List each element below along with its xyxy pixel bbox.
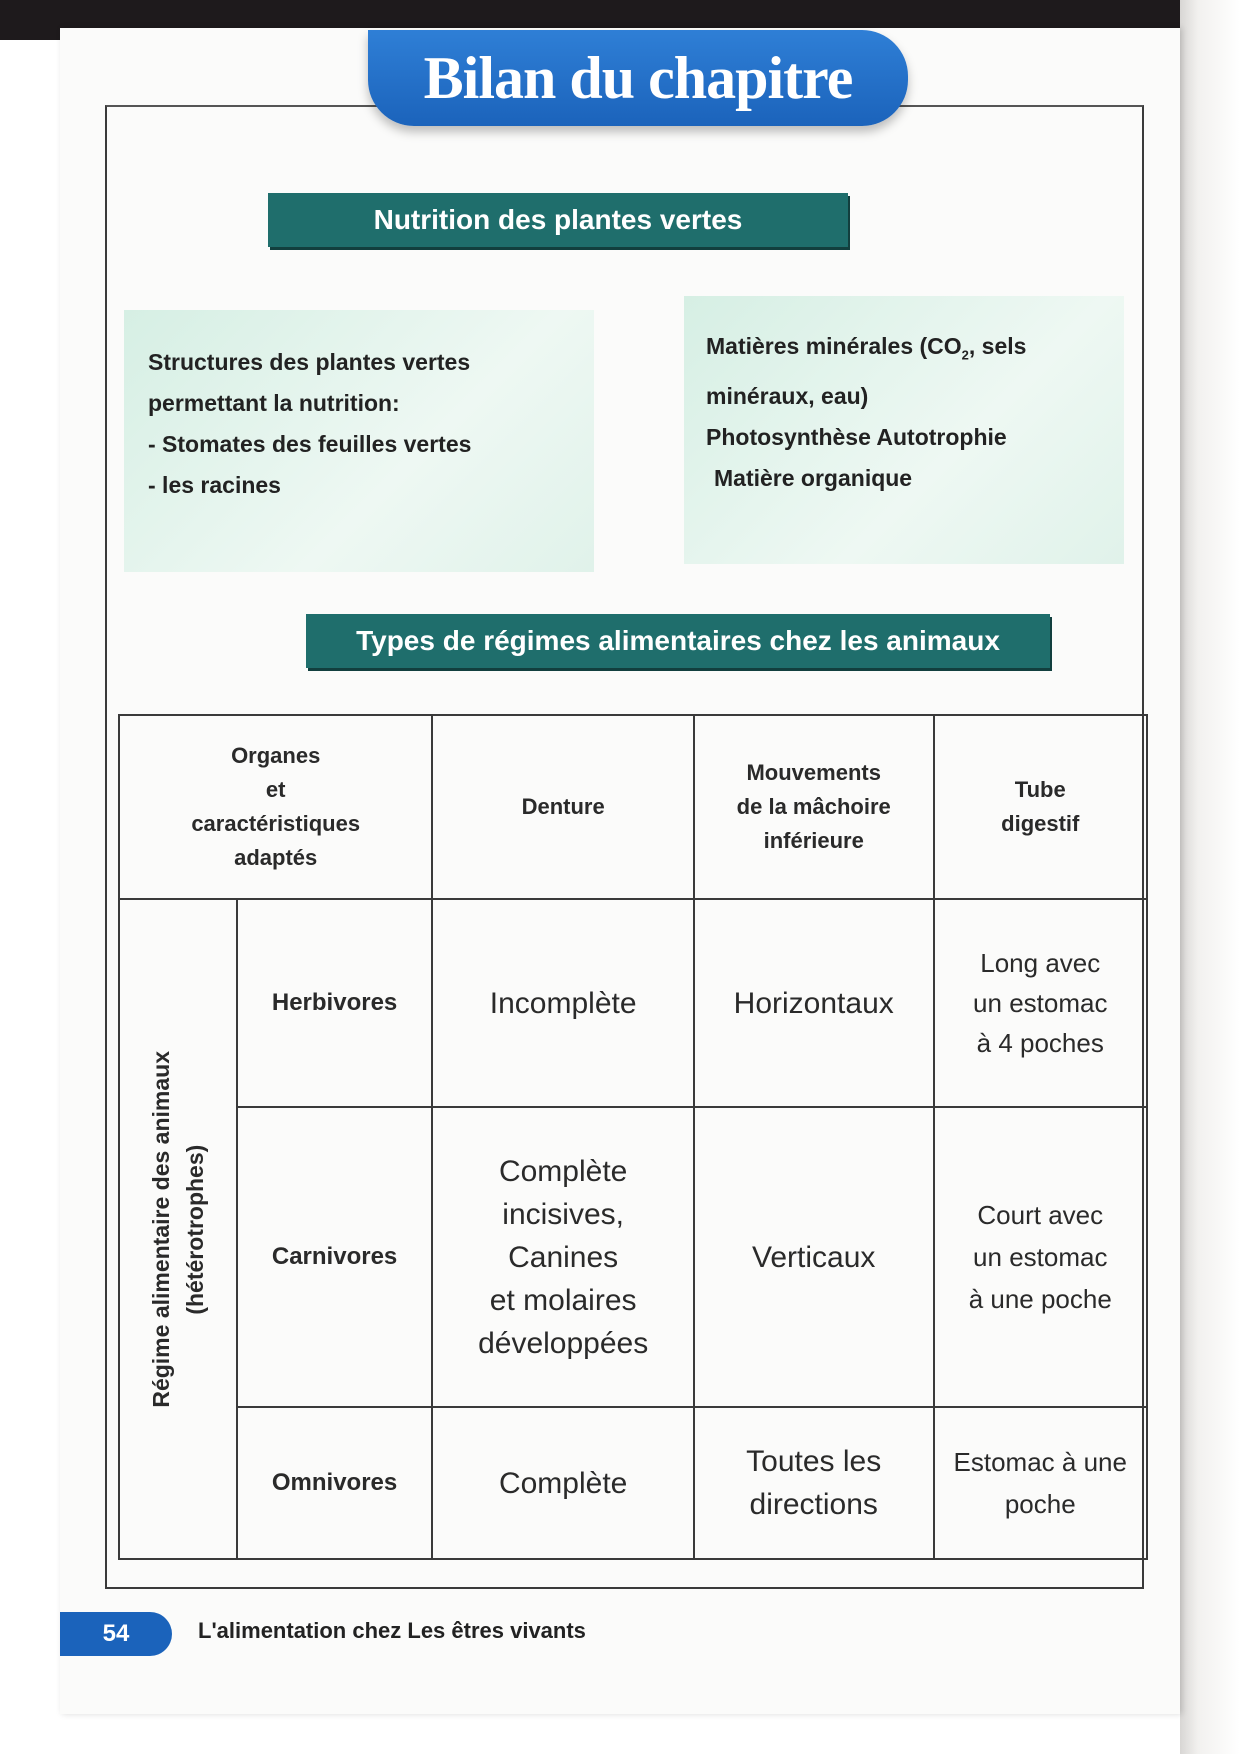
jaw-cell: Horizontaux (694, 899, 934, 1107)
gut-cell: Court avec un estomac à une poche (934, 1107, 1147, 1407)
gut-cell: Estomac à une poche (934, 1407, 1147, 1559)
table-row (119, 899, 1147, 1107)
page-title: Bilan du chapitre (423, 44, 853, 111)
jaw-cell: Toutes les directions (694, 1407, 934, 1559)
row-label-omnivores: Omnivores (237, 1407, 433, 1559)
box-line: minéraux, eau) (706, 382, 869, 409)
section-banner-label: Types de régimes alimentaires chez les animaux (356, 625, 1000, 656)
header-gut: Tube digestif (934, 715, 1147, 899)
header-organs: Organes et caractéristiques adaptés (119, 715, 432, 899)
chapter-title-badge (368, 30, 908, 126)
side-label: Régime alimentaire des animaux (hétérotrophes) (147, 1050, 208, 1408)
box-line: - Stomates des feuilles vertes (148, 431, 472, 457)
gut-cell: Long avec un estomac à 4 poches (934, 899, 1147, 1107)
scan-right-edge (1180, 0, 1240, 1754)
box-line: Photosynthèse Autotrophie (706, 423, 1007, 450)
diet-table (118, 714, 1148, 1560)
box-line: Matière organique (714, 464, 913, 491)
header-jaw: Mouvements de la mâchoire inférieure (694, 715, 934, 899)
section-banner-label: Nutrition des plantes vertes (373, 204, 743, 235)
denture-cell: Complète (432, 1407, 694, 1559)
row-label-herbivores: Herbivores (237, 899, 433, 1107)
section-banner-plant-nutrition (268, 193, 848, 247)
chapter-footer: L'alimentation chez Les êtres vivants (198, 1618, 586, 1643)
side-label-cell (119, 899, 237, 1559)
section-banner-diets (306, 614, 1050, 668)
photosynthesis-box (684, 296, 1124, 564)
page-number-badge (60, 1612, 172, 1656)
jaw-cell: Verticaux (694, 1107, 934, 1407)
denture-cell: Complète incisives, Canines et molaires développées (432, 1107, 694, 1407)
table-header-row (119, 715, 1147, 899)
table-row (119, 1107, 1147, 1407)
header-denture: Denture (432, 715, 694, 899)
row-label-carnivores: Carnivores (237, 1107, 433, 1407)
box-line: Matières minérales ($CO_2$, sels (706, 333, 1027, 363)
plant-structures-box (124, 310, 594, 572)
table-row (119, 1407, 1147, 1559)
box-line: permettant la nutrition: (148, 390, 400, 416)
page-number: 54 (102, 1620, 130, 1647)
box-line: Structures des plantes vertes (148, 349, 471, 375)
box-line: - les racines (148, 472, 281, 498)
denture-cell: Incomplète (432, 899, 694, 1107)
